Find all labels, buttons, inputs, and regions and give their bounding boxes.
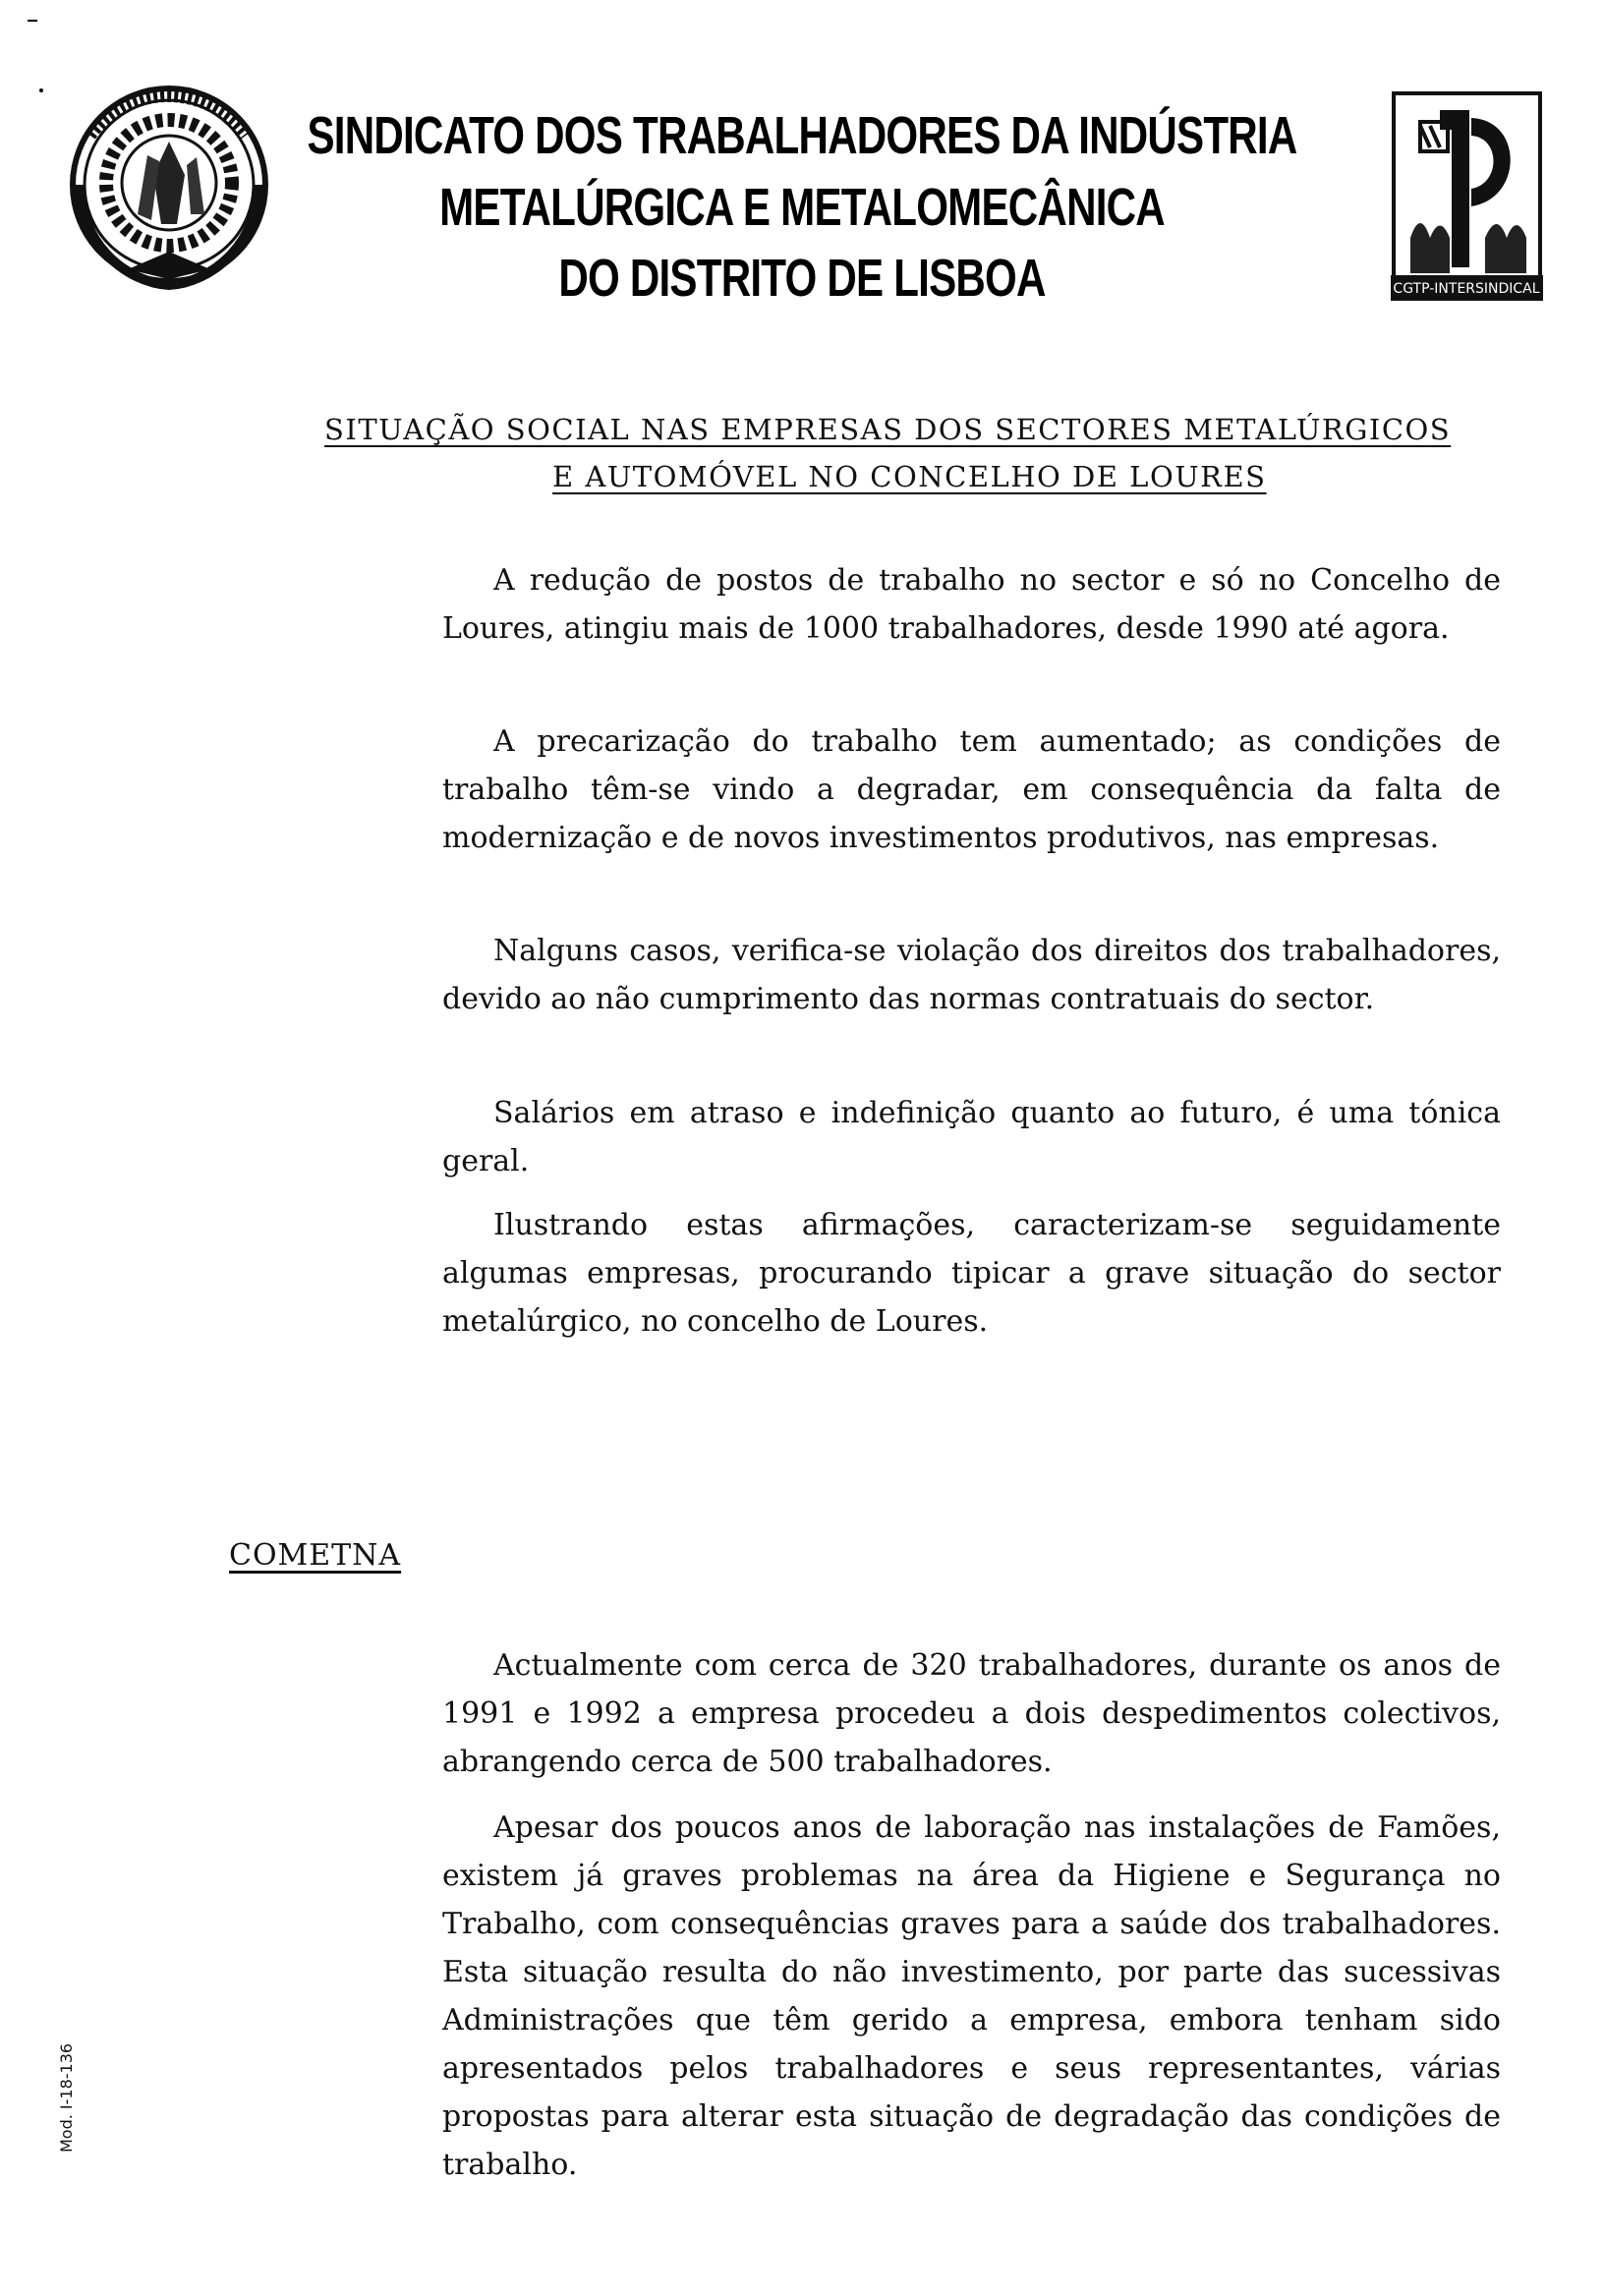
document-title-line-2: E AUTOMÓVEL NO CONCELHO DE LOURES: [552, 460, 1267, 493]
intro-paragraph: A redução de postos de trabalho no sector e só no Concelho de Loures, atingiu mais de 1000 trabalhadores, desde 1990 até agora.: [442, 563, 1501, 646]
intro-paragraph: Ilustrando estas afirmações, caracterizam-se seguidamente algumas empresas, procurando tipicar a grave situação do sector metalúrgico, no concelho de Loures.: [442, 1208, 1501, 1339]
intro-paragraph: A precarização do trabalho tem aumentado; as condições de trabalho têm-se vindo a degradar, em consequência da falta de modernização e de novos investimentos produtivos, nas empresas.: [442, 724, 1501, 855]
section-paragraph: Actualmente com cerca de 320 trabalhadores, durante os anos de 1991 e 1992 a empresa procedeu a dois despedimentos colectivos, abrangendo cerca de 500 trabalhadores.: [442, 1648, 1501, 1779]
intro-paragraph: Nalguns casos, verifica-se violação dos direitos dos trabalhadores, devido ao não cumprimento das normas contratuais do sector.: [442, 934, 1501, 1016]
letterhead-line-2: METALÚRGICA E METALOMECÂNICA: [439, 178, 1165, 237]
section-paragraph: Apesar dos poucos anos de laboração nas instalações de Famões, existem já graves problemas na área da Higiene e Segurança no Trabalho, com consequências graves para a saúde dos trabalhadores. Esta situação resulta do não investimento, por parte das sucessivas Administrações que têm gerido a empresa, embora tenham sido apresentados pelos trabalhadores e seus representantes, várias propostas para alterar esta situação de degradação das condições de trabalho.: [442, 1810, 1501, 2182]
form-code: Mod. I-18-136: [57, 2042, 76, 2152]
letterhead-line-1: SINDICATO DOS TRABALHADORES DA INDÚSTRIA: [307, 106, 1297, 165]
document-title-line-1: SITUAÇÃO SOCIAL NAS EMPRESAS DOS SECTORES METALÚRGICOS: [324, 413, 1452, 446]
scan-mark: [39, 88, 43, 92]
logo-caption: CGTP-INTERSINDICAL: [1393, 281, 1540, 297]
intro-paragraph: Salários em atraso e indefinição quanto ao futuro, é uma tónica geral.: [442, 1096, 1501, 1178]
letterhead-line-3: DO DISTRITO DE LISBOA: [558, 249, 1046, 308]
scan-mark: [28, 20, 37, 22]
cgtp-intersindical-logo-icon: [1391, 90, 1543, 301]
section-heading: COMETNA: [229, 1538, 402, 1573]
